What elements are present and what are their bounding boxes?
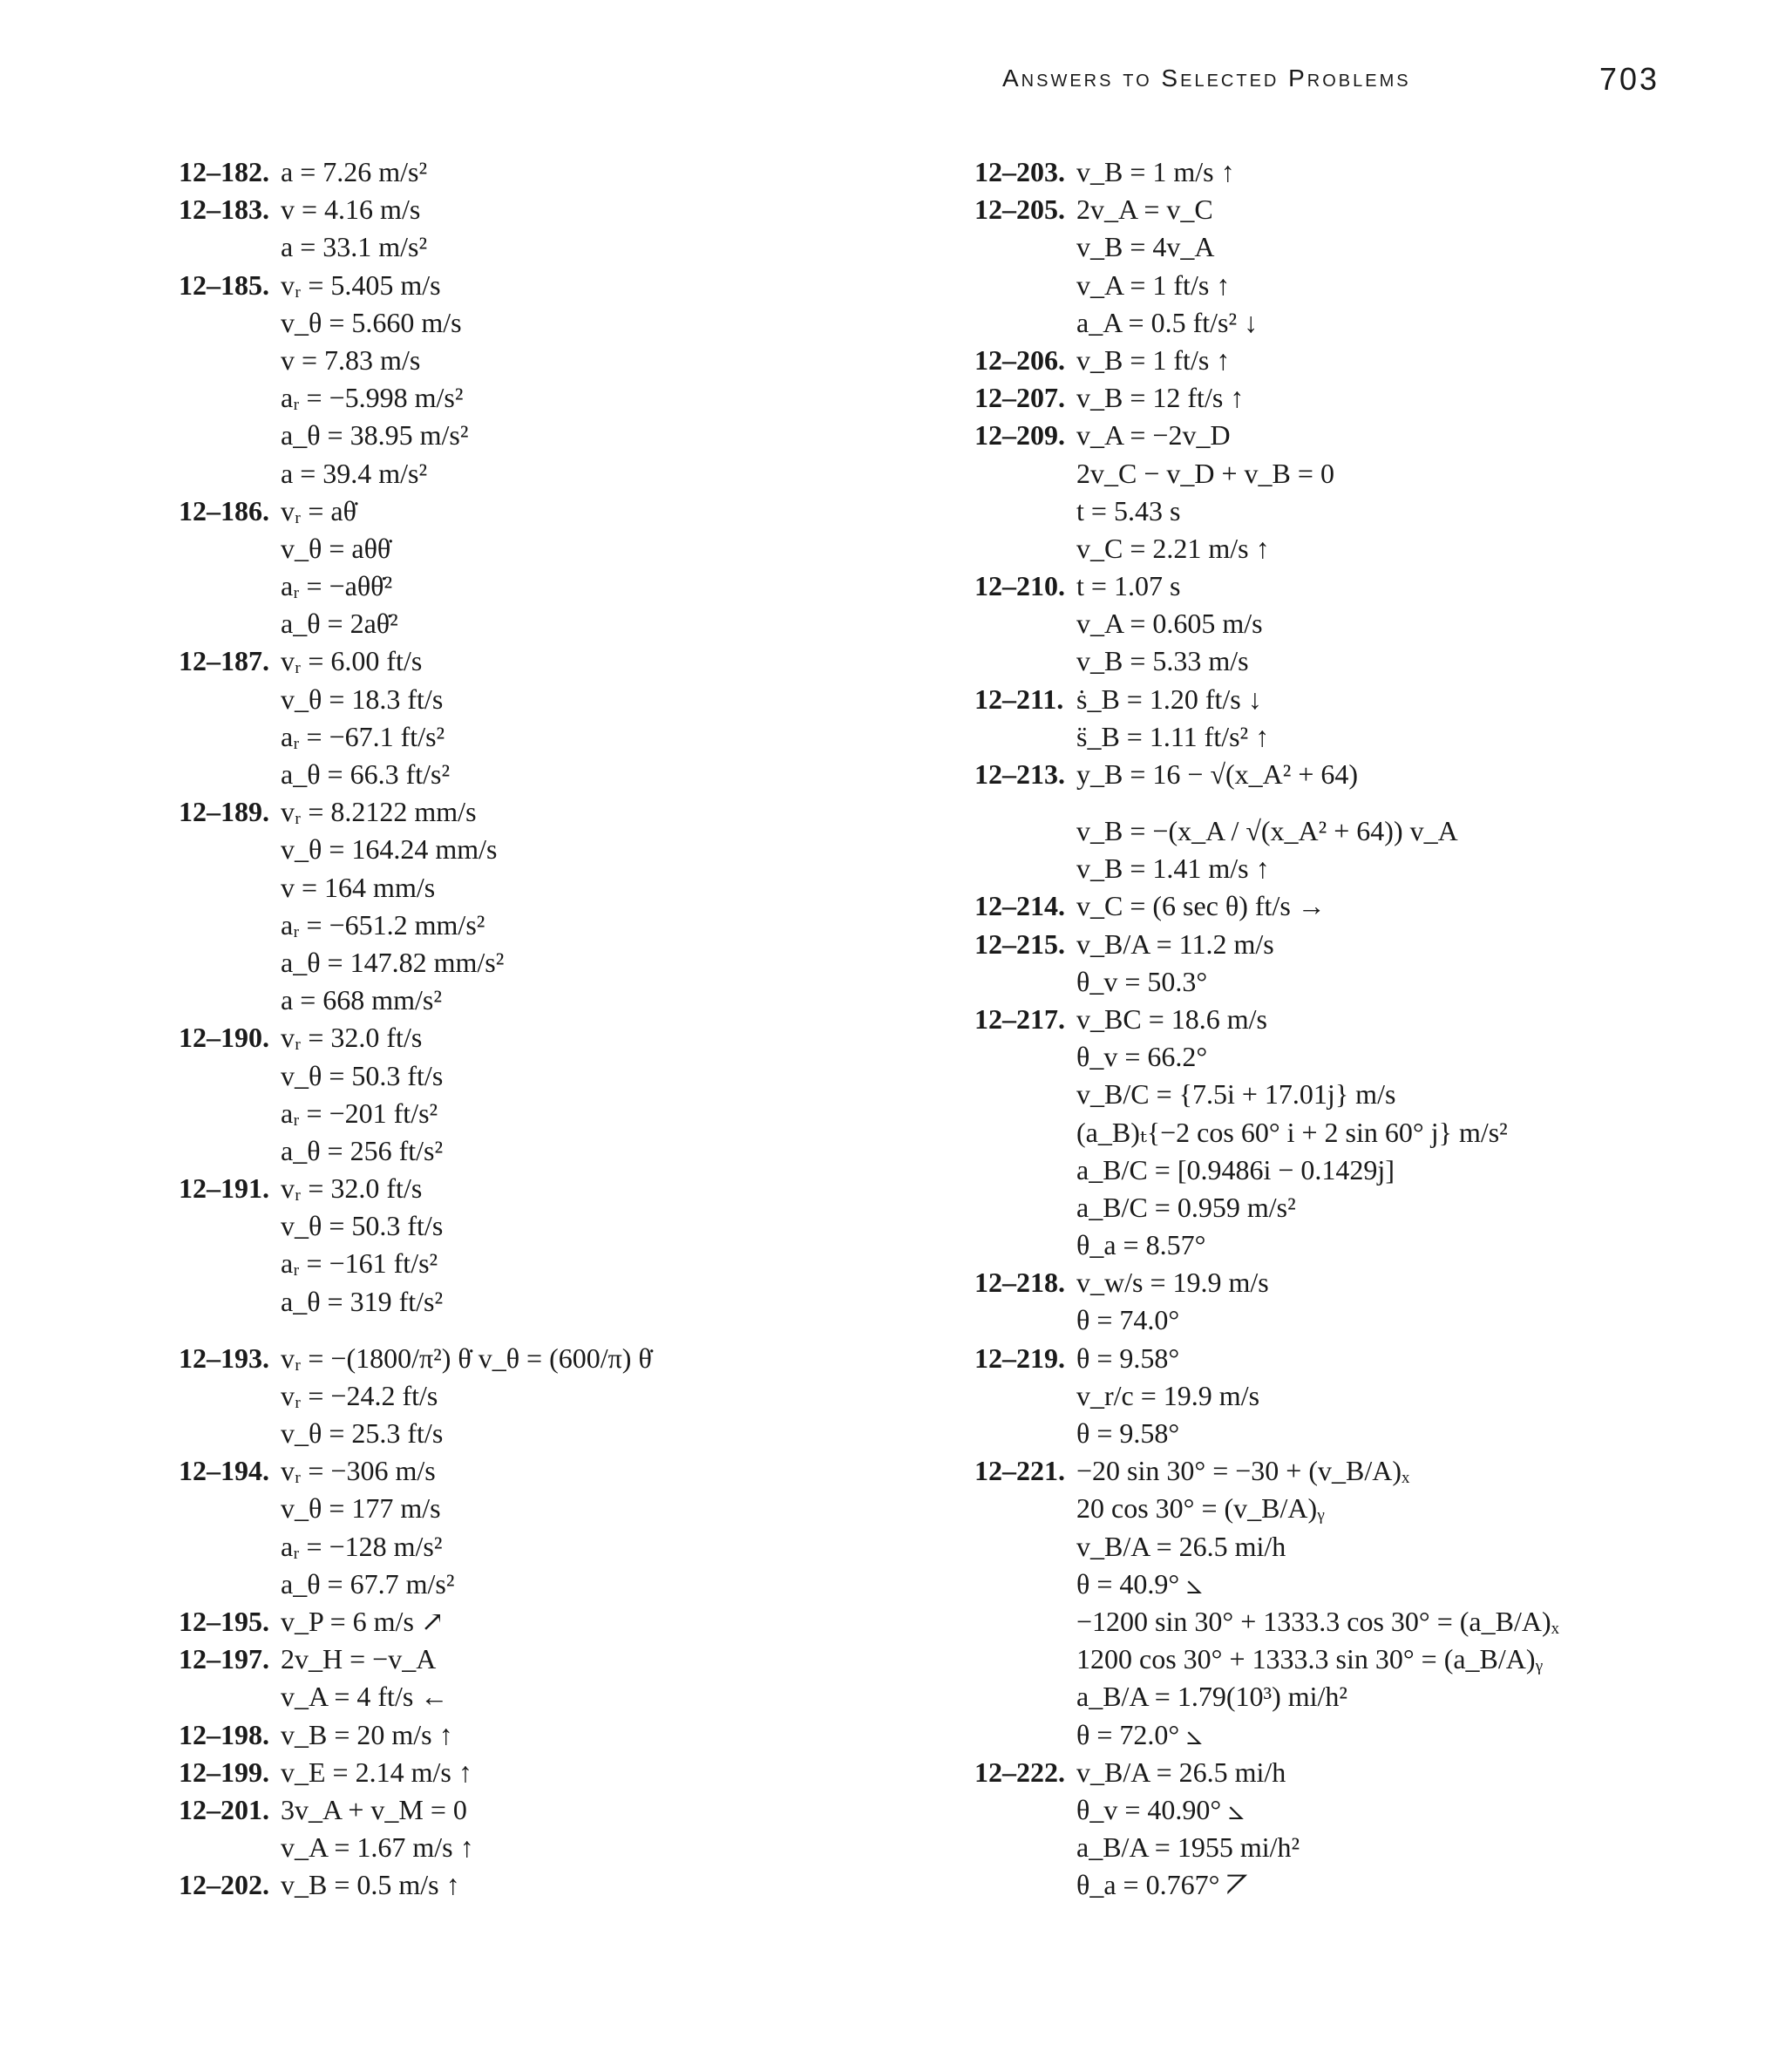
problem-number: 12–210. <box>974 570 1065 602</box>
answer-equation: v_B/A = 26.5 mi/h <box>1076 1756 1286 1788</box>
answer-equation: a = 33.1 m/s² <box>281 231 428 263</box>
answer-line <box>974 1301 1724 1339</box>
answer-block <box>974 342 1724 379</box>
answer-line <box>974 1566 1724 1603</box>
answer-block <box>179 1641 946 1715</box>
answer-equation: θ_a = 8.57° <box>1076 1229 1206 1261</box>
answer-line <box>974 1340 1724 1377</box>
answer-equation: v_A = 1.67 m/s ↑ <box>281 1831 474 1864</box>
answer-equation: vᵣ = 32.0 ft/s <box>281 1172 423 1205</box>
answer-equation: v_θ = 50.3 ft/s <box>281 1210 444 1242</box>
answer-equation: v_θ = 5.660 m/s <box>281 306 462 338</box>
answer-line <box>974 1490 1724 1527</box>
answer-line <box>179 1207 946 1245</box>
answer-equation: 2v_A = v_C <box>1076 194 1213 226</box>
answer-equation: vᵣ = −306 m/s <box>281 1455 436 1487</box>
answer-line <box>974 228 1724 266</box>
problem-number: 12–207. <box>974 382 1065 414</box>
answer-line <box>179 831 946 868</box>
answer-line <box>179 1132 946 1170</box>
answer-equation: aᵣ = −5.998 m/s² <box>281 382 464 414</box>
answer-equation: v_B = 1.41 m/s ↑ <box>1076 853 1270 885</box>
answer-equation: ṡ_B = 1.20 ft/s ↓ <box>1076 683 1262 715</box>
answer-block <box>974 926 1724 1001</box>
answer-line <box>974 153 1724 191</box>
answer-block <box>974 191 1724 342</box>
answer-line <box>179 756 946 793</box>
answer-equation: θ = 40.9° ⦣ <box>1076 1567 1203 1600</box>
answer-block <box>179 1321 946 1452</box>
answer-line <box>974 455 1724 493</box>
answer-equation: v_B = 1 ft/s ↑ <box>1076 343 1231 376</box>
answer-equation: a = 668 mm/s² <box>281 984 442 1016</box>
answer-line <box>179 1321 946 1377</box>
answer-equation: aᵣ = −651.2 mm/s² <box>281 908 485 941</box>
answer-line <box>179 982 946 1019</box>
answer-line <box>179 681 946 718</box>
answer-block <box>974 1264 1724 1339</box>
problem-number: 12–213. <box>974 758 1065 790</box>
answer-equation: θ_v = 66.2° <box>1076 1041 1208 1073</box>
problem-number: 12–198. <box>179 1718 269 1750</box>
running-title: Answers to Selected Problems <box>1002 65 1411 92</box>
answer-line <box>974 417 1724 454</box>
answer-block <box>974 681 1724 756</box>
answer-equation: vᵣ = −(1800/π²) θ̇ v_θ = (600/π) θ̇ <box>281 1342 652 1374</box>
answer-line <box>974 530 1724 567</box>
answer-line <box>974 605 1724 642</box>
answer-block <box>179 1603 946 1641</box>
answer-equation: v_B = 1 m/s ↑ <box>1076 156 1235 187</box>
answer-equation: vᵣ = 6.00 ft/s <box>281 645 423 677</box>
answer-line <box>974 1114 1724 1151</box>
answer-block <box>179 1019 946 1170</box>
answer-line <box>179 493 946 530</box>
answer-line <box>974 1076 1724 1113</box>
answer-line <box>974 1754 1724 1791</box>
answer-equation: a_B/A = 1955 mi/h² <box>1076 1831 1300 1864</box>
problem-number: 12–195. <box>179 1605 269 1637</box>
answer-line <box>974 681 1724 718</box>
problem-number: 12–206. <box>974 343 1065 376</box>
answer-equation: aᵣ = −128 m/s² <box>281 1530 443 1562</box>
answer-block <box>179 493 946 643</box>
answer-line <box>974 1377 1724 1415</box>
answer-block <box>974 153 1724 191</box>
answer-line <box>974 1264 1724 1301</box>
answer-line <box>179 605 946 642</box>
answer-line <box>974 191 1724 228</box>
answer-line <box>179 1245 946 1282</box>
answer-line <box>974 793 1724 850</box>
answer-line <box>179 379 946 417</box>
answer-block <box>179 1452 946 1603</box>
answer-line <box>974 267 1724 304</box>
answer-equation: t = 1.07 s <box>1076 570 1181 602</box>
answer-equation: v_B = 20 m/s ↑ <box>281 1718 453 1750</box>
problem-number: 12–182. <box>179 156 269 187</box>
answer-equation: vᵣ = 32.0 ft/s <box>281 1022 423 1054</box>
answer-line <box>179 1095 946 1132</box>
answer-equation: a_θ = 38.95 m/s² <box>281 419 469 452</box>
problem-number: 12–191. <box>179 1172 269 1205</box>
answer-equation: a = 7.26 m/s² <box>281 156 428 187</box>
answer-line <box>974 1791 1724 1829</box>
answer-equation: v_B = −(x_A / √(x_A² + 64)) v_A <box>1076 815 1458 847</box>
answer-line <box>974 1189 1724 1226</box>
answer-equation: a_B/A = 1.79(10³) mi/h² <box>1076 1681 1347 1713</box>
answer-line <box>974 1866 1724 1904</box>
answer-equation: −1200 sin 30° + 1333.3 cos 30° = (a_B/A)ₓ <box>1076 1605 1559 1637</box>
answer-block <box>179 1754 946 1791</box>
answer-block <box>179 1791 946 1866</box>
answer-line <box>974 1716 1724 1754</box>
answer-equation: a_θ = 67.7 m/s² <box>281 1567 455 1600</box>
answer-line <box>179 1791 946 1829</box>
answer-equation: v_P = 6 m/s ↗ <box>281 1605 445 1637</box>
problem-number: 12–189. <box>179 796 269 828</box>
answer-equation: θ = 72.0° ⦣ <box>1076 1718 1203 1750</box>
answer-equation: vᵣ = 5.405 m/s <box>281 268 441 301</box>
problem-number: 12–194. <box>179 1455 269 1487</box>
answer-equation: θ_v = 50.3° <box>1076 965 1208 997</box>
answer-line <box>974 1415 1724 1452</box>
answer-line <box>974 379 1724 417</box>
answer-block <box>179 1716 946 1754</box>
answer-equation: v_E = 2.14 m/s ↑ <box>281 1756 472 1788</box>
answer-line <box>179 1057 946 1095</box>
problem-number: 12–221. <box>974 1455 1065 1487</box>
problem-number: 12–193. <box>179 1342 269 1374</box>
answer-equation: a_θ = 319 ft/s² <box>281 1285 444 1317</box>
answer-equation: v = 7.83 m/s <box>281 343 421 376</box>
answer-equation: v_BC = 18.6 m/s <box>1076 1002 1267 1035</box>
answer-equation: y_B = 16 − √(x_A² + 64) <box>1076 758 1359 790</box>
answer-line <box>179 1452 946 1490</box>
answer-line <box>179 153 946 191</box>
answer-equation: a_θ = 256 ft/s² <box>281 1134 444 1166</box>
answer-line <box>974 567 1724 605</box>
answer-block <box>974 1452 1724 1754</box>
answer-line <box>179 1377 946 1415</box>
answer-line <box>974 304 1724 342</box>
answer-line <box>179 1678 946 1715</box>
answer-line <box>179 907 946 944</box>
answer-line <box>179 1716 946 1754</box>
answer-equation: θ = 9.58° <box>1076 1342 1180 1374</box>
answer-equation: v_B/A = 26.5 mi/h <box>1076 1530 1286 1562</box>
answer-line <box>974 1038 1724 1076</box>
answer-equation: vᵣ = 8.2122 mm/s <box>281 796 477 828</box>
answer-line <box>974 850 1724 887</box>
problem-number: 12–205. <box>974 194 1065 226</box>
problem-number: 12–201. <box>179 1793 269 1825</box>
answer-line <box>179 1641 946 1678</box>
answer-equation: a_θ = 147.82 mm/s² <box>281 946 505 978</box>
answer-equation: v_w/s = 19.9 m/s <box>1076 1267 1269 1299</box>
answer-equation: (a_B)ₜ{−2 cos 60° i + 2 sin 60° j} m/s² <box>1076 1116 1508 1148</box>
answer-block <box>974 1001 1724 1264</box>
answer-line <box>974 1226 1724 1264</box>
answer-line <box>179 793 946 831</box>
answer-line <box>974 1678 1724 1715</box>
answer-line <box>179 228 946 266</box>
answer-equation: aᵣ = −201 ft/s² <box>281 1097 438 1129</box>
answer-equation: v_B = 0.5 m/s ↑ <box>281 1869 460 1901</box>
answer-equation: v_θ = 18.3 ft/s <box>281 683 444 715</box>
answer-line <box>974 342 1724 379</box>
answer-equation: v_A = 1 ft/s ↑ <box>1076 268 1231 301</box>
problem-number: 12–185. <box>179 268 269 301</box>
problem-number: 12–186. <box>179 494 269 526</box>
answer-equation: v_A = 4 ft/s ← <box>281 1681 449 1713</box>
answer-line <box>179 530 946 567</box>
answer-line <box>179 417 946 454</box>
answer-line <box>179 304 946 342</box>
answer-equation: a_θ = 2aθ̇² <box>281 608 398 640</box>
answer-line <box>974 1829 1724 1866</box>
problem-number: 12–190. <box>179 1022 269 1054</box>
answer-block <box>179 191 946 266</box>
answer-line <box>974 493 1724 530</box>
answer-line <box>179 1866 946 1904</box>
answer-line <box>179 1528 946 1566</box>
answer-equation: aᵣ = −67.1 ft/s² <box>281 720 445 752</box>
right-answer-column <box>974 153 1724 1904</box>
problem-number: 12–199. <box>179 1756 269 1788</box>
answer-equation: aᵣ = −161 ft/s² <box>281 1247 438 1280</box>
answer-equation: −20 sin 30° = −30 + (v_B/A)ₓ <box>1076 1455 1410 1487</box>
answer-line <box>974 718 1724 756</box>
problem-number: 12–217. <box>974 1002 1065 1035</box>
answer-equation: v_A = −2v_D <box>1076 419 1231 452</box>
answer-equation: 2v_H = −v_A <box>281 1643 437 1675</box>
answer-line <box>179 718 946 756</box>
answer-equation: 2v_C − v_D + v_B = 0 <box>1076 457 1334 489</box>
answer-line <box>179 267 946 304</box>
problem-number: 12–222. <box>974 1756 1065 1788</box>
answer-block <box>974 1754 1724 1905</box>
answer-line <box>974 1641 1724 1678</box>
problem-number: 12–202. <box>179 1869 269 1901</box>
problem-number: 12–218. <box>974 1267 1065 1299</box>
answer-block <box>974 1340 1724 1453</box>
answer-line <box>179 1490 946 1527</box>
answer-block <box>974 756 1724 887</box>
answer-line <box>179 1415 946 1452</box>
answer-equation: θ = 74.0° <box>1076 1304 1180 1336</box>
answer-equation: v_B = 4v_A <box>1076 231 1215 263</box>
answer-equation: v_C = 2.21 m/s ↑ <box>1076 532 1270 564</box>
problem-number: 12–183. <box>179 194 269 226</box>
answer-equation: v_θ = aθθ̇ <box>281 532 391 564</box>
answer-equation: v = 164 mm/s <box>281 871 436 903</box>
answer-equation: 1200 cos 30° + 1333.3 sin 30° = (a_B/A)ᵧ <box>1076 1643 1544 1675</box>
answer-equation: v_A = 0.605 m/s <box>1076 608 1263 640</box>
answer-equation: vᵣ = aθ̇ <box>281 494 356 526</box>
page-number: 703 <box>1599 61 1660 97</box>
answer-equation: v_θ = 164.24 mm/s <box>281 833 498 866</box>
answer-line <box>179 1754 946 1791</box>
answer-line <box>179 642 946 680</box>
answer-line <box>179 944 946 982</box>
answer-line <box>179 455 946 493</box>
answer-equation: t = 5.43 s <box>1076 494 1181 526</box>
answer-equation: v_B/C = {7.5i + 17.01j} m/s <box>1076 1078 1396 1111</box>
answer-equation: v_B/A = 11.2 m/s <box>1076 927 1274 960</box>
answer-equation: θ = 9.58° <box>1076 1417 1180 1449</box>
running-header <box>0 61 1785 105</box>
answer-block <box>179 1170 946 1321</box>
answer-block <box>974 379 1724 417</box>
problem-number: 12–197. <box>179 1643 269 1675</box>
answer-block <box>974 887 1724 925</box>
answer-line <box>974 1151 1724 1189</box>
answer-line <box>974 1001 1724 1038</box>
answer-line <box>179 1603 946 1641</box>
answer-block <box>974 417 1724 567</box>
answer-equation: a_θ = 66.3 ft/s² <box>281 758 451 790</box>
answer-equation: aᵣ = −aθθ̇² <box>281 570 393 602</box>
answer-equation: a_B/C = 0.959 m/s² <box>1076 1191 1296 1223</box>
problem-number: 12–211. <box>974 683 1064 715</box>
answer-line <box>974 1603 1724 1641</box>
answer-block <box>179 267 946 493</box>
problem-number: 12–209. <box>974 419 1065 452</box>
answer-equation: vᵣ = −24.2 ft/s <box>281 1379 438 1411</box>
answer-line <box>179 869 946 907</box>
answer-equation: v_C = (6 sec θ) ft/s → <box>1076 890 1326 922</box>
answer-equation: 20 cos 30° = (v_B/A)ᵧ <box>1076 1492 1325 1525</box>
answer-equation: v_r/c = 19.9 m/s <box>1076 1379 1260 1411</box>
problem-number: 12–219. <box>974 1342 1065 1374</box>
answer-line <box>179 1566 946 1603</box>
answer-equation: a_A = 0.5 ft/s² ↓ <box>1076 306 1259 338</box>
problem-number: 12–187. <box>179 645 269 677</box>
answer-equation: v_θ = 25.3 ft/s <box>281 1417 444 1449</box>
answer-line <box>974 1452 1724 1490</box>
answer-block <box>179 642 946 793</box>
answer-line <box>179 342 946 379</box>
answer-equation: s̈_B = 1.11 ft/s² ↑ <box>1076 720 1270 752</box>
answer-equation: v_B = 12 ft/s ↑ <box>1076 382 1245 414</box>
answer-equation: v_B = 5.33 m/s <box>1076 645 1249 677</box>
answer-line <box>179 1283 946 1321</box>
answer-equation: a = 39.4 m/s² <box>281 457 428 489</box>
answer-equation: v = 4.16 m/s <box>281 194 421 226</box>
answer-line <box>179 1019 946 1056</box>
answer-equation: v_θ = 50.3 ft/s <box>281 1059 444 1091</box>
problem-number: 12–215. <box>974 927 1065 960</box>
answer-line <box>179 567 946 605</box>
answer-line <box>179 1829 946 1866</box>
answer-line <box>974 642 1724 680</box>
answer-line <box>974 926 1724 963</box>
answer-line <box>974 887 1724 925</box>
answer-equation: a_B/C = [0.9486i − 0.1429j] <box>1076 1153 1395 1185</box>
answer-equation: θ_a = 0.767° ⦢ <box>1076 1869 1248 1901</box>
answer-line <box>179 191 946 228</box>
problem-number: 12–214. <box>974 890 1065 922</box>
answer-equation: 3v_A + v_M = 0 <box>281 1793 467 1825</box>
answer-block <box>179 1866 946 1904</box>
left-answer-column <box>179 153 946 1904</box>
answer-block <box>974 567 1724 681</box>
answer-block <box>179 793 946 1019</box>
answer-line <box>974 1528 1724 1566</box>
answer-line <box>974 756 1724 793</box>
answer-equation: v_θ = 177 m/s <box>281 1492 441 1525</box>
problem-number: 12–203. <box>974 156 1065 187</box>
answer-block <box>179 153 946 191</box>
answer-line <box>974 963 1724 1001</box>
answer-line <box>179 1170 946 1207</box>
answer-equation: θ_v = 40.90° ⦣ <box>1076 1793 1245 1825</box>
